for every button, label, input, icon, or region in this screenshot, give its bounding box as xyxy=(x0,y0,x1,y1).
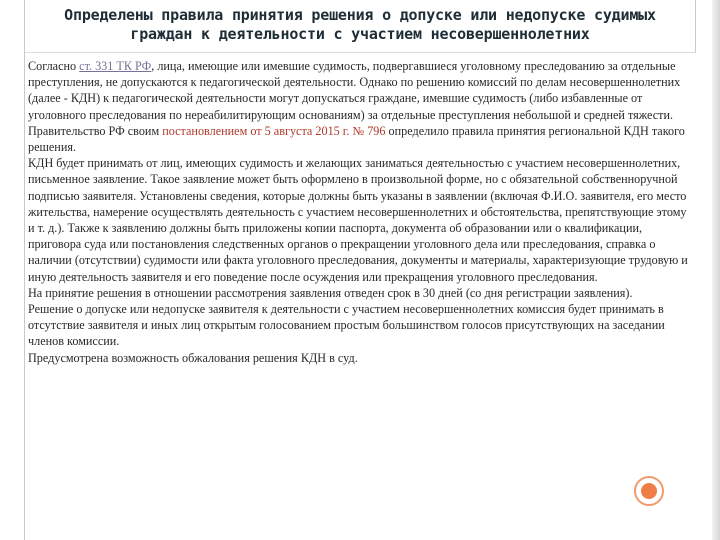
decorative-circle-inner xyxy=(641,483,657,499)
tk-rf-article-link[interactable]: ст. 331 ТК РФ xyxy=(79,59,152,73)
paragraph-3: На принятие решения в отношении рассмотрения заявления отведен срок в 30 дней (со дня регистрации заявления). xyxy=(28,285,633,300)
paragraph-5: Предусмотрена возможность обжалования решения КДН в суд. xyxy=(28,350,358,365)
paragraph-2: КДН будет принимать от лиц, имеющих судимость и желающих заниматься деятельностью с участием несовершеннолетних, письменное заявление. Такое заявление может быть оформлено в произвольной форме, но с обязательной собственноручной подписью заявителя. Установлены сведения, которые должны быть указаны в заявлении (включая Ф.И.О. заявителя, его место жительства, намерение осуществлять деятельность с участием несовершеннолетних и обстоятельства, препятствующие этому и т. д.). Также к заявлению должны быть приложены копии паспорта, документа об образовании или о квалификации, приговора суда или постановления следственных органов о прекращении уголовного дела или преследования, справка о наличии (отсутствии) судимости или факта уголовного преследования, документы и материалы, характеризующие трудовую и иную деятельность заявителя и его поведение после осуждения или прекращения уголовного преследования. xyxy=(28,156,688,284)
paragraph-1-text-b: , лица, имеющие или имевшие судимость, подвергавшиеся уголовному преследованию за отдельные преступления, не допускаются к педагогической деятельности. Однако по решению комиссий по делам несовершеннолетних (далее - КДН) к педагогической деятельности могут допускаться граждане, имевшие судимость (либо избавленные от уголовного преследования по нереабилитирующим основаниям) за отдельные преступления небольшой и средней тяжести. Правительство РФ своим xyxy=(28,59,681,138)
paragraph-1-text-c: определило правила принятия региональной КДН такого решения. xyxy=(28,123,685,155)
paragraph-1-text-a: Согласно xyxy=(28,59,80,73)
slide-right-shadow xyxy=(712,0,720,540)
government-resolution-link[interactable]: постановлением от 5 августа 2015 г. № 796 xyxy=(162,123,386,138)
paragraph-1 xyxy=(28,58,692,155)
paragraph-4: Решение о допуске или недопуске заявителя к деятельности с участием несовершеннолетних комиссия будет принимать в отсутствие заявителя и иных лиц открытым голосованием простым большинством голосов присутствующих на заседании членов комиссии. xyxy=(28,302,665,349)
slide-title: Определены правила принятия решения о допуске или недопуске судимых граждан к деятельности с участием несовершеннолетних xyxy=(64,6,656,43)
slide-body xyxy=(28,58,692,366)
slide-left-border xyxy=(24,52,25,540)
